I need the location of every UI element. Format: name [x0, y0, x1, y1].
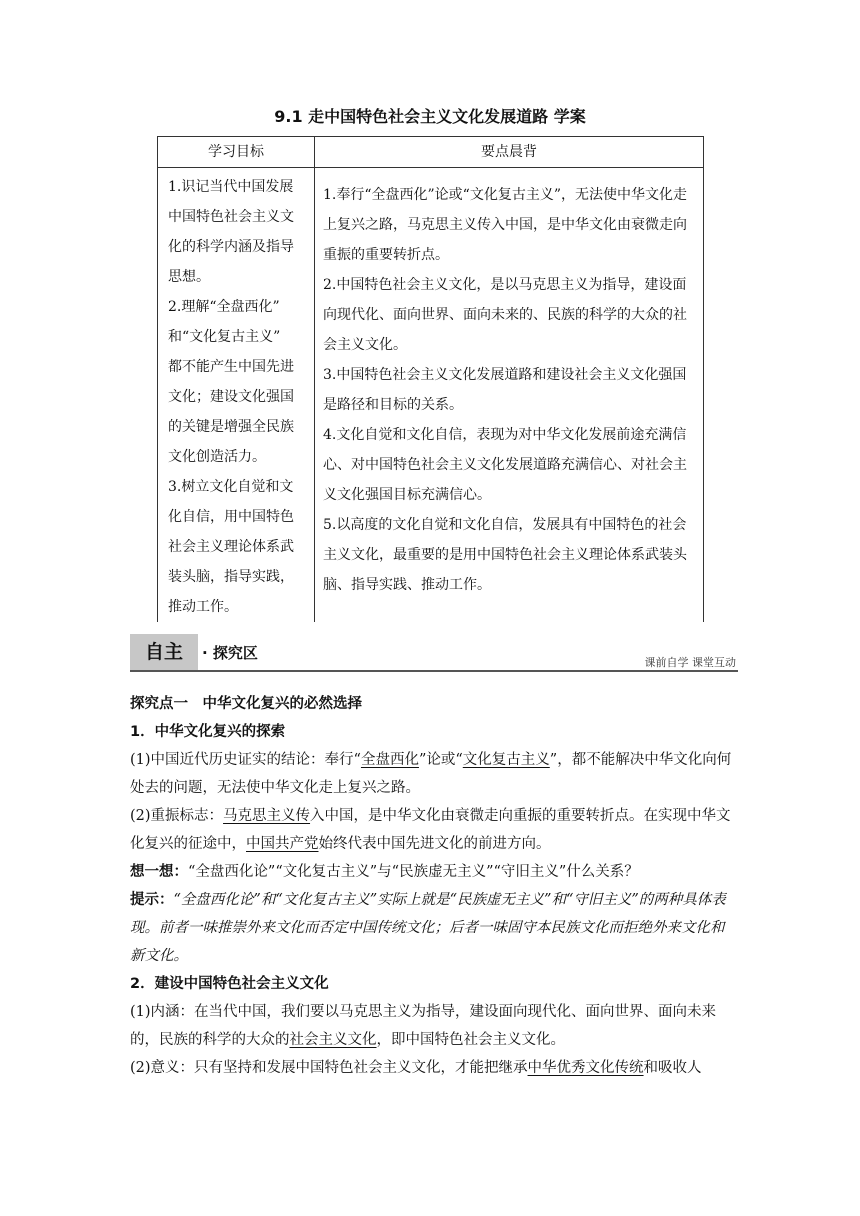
paragraph-2: (2)重振标志：马克思主义传入中国，是中华文化由衰微走向重振的重要转折点。在实现中华文化复兴的征途中，中国共产党始终代表中国先进文化的前进方向。: [130, 808, 731, 852]
underlined-term: 中国共产党: [246, 836, 319, 852]
paragraph-1: (1)中国近代历史证实的结论：奉行“全盘西化”论或“文化复古主义”，都不能解决中华文化向何处去的问题，无法使中华文化走上复兴之路。: [130, 752, 732, 796]
think-label: 想一想：: [130, 864, 188, 880]
banner-divider: [130, 670, 738, 672]
key-point: 4.文化自觉和文化自信，表现为对中华文化发展前途充满信心、对中国特色社会主义文化发展道路充满信心、对社会主义文化强国目标充满信心。: [323, 427, 687, 503]
banner-tagline: 课前自学 课堂互动: [644, 656, 736, 669]
underlined-term: 中华优秀文化传统: [527, 1060, 644, 1076]
section-heading: 探究点一 中华文化复兴的必然选择: [130, 696, 362, 712]
goals-cell: [158, 168, 315, 623]
banner-box-label: 自主: [130, 634, 198, 670]
key-point: 1.奉行“全盘西化”论或“文化复古主义”，无法使中华文化走上复兴之路，马克思主义传入中国，是中华文化由衰微走向重振的重要转折点。: [323, 187, 687, 263]
underlined-term: 马克思主义传: [223, 808, 311, 824]
col-header-goals: 学习目标: [158, 137, 315, 168]
underlined-term: 全盘西化: [360, 752, 419, 768]
goals-text: 1.识记当代中国发展 中国特色社会主义文 化的科学内涵及指导 思想。 2.理解“全盘西化” 和“文化复古主义” 都不能产生中国先进 文化；建设文化强国 的关键是增强全民族 文化创造活力。 3.树立文化自觉和文 化自信，用中国特色 社会主义理论体系武 装头脑，指导实践， 推动工作。: [168, 179, 294, 615]
objectives-table: [157, 136, 704, 622]
page-title: 9.1 走中国特色社会主义文化发展道路 学案: [274, 107, 586, 126]
subheading-1: 1．中华文化复兴的探索: [130, 724, 286, 740]
hint-label: 提示：: [130, 892, 174, 908]
key-point: 2.中国特色社会主义文化，是以马克思主义为指导，建设面向现代化、面向世界、面向未来的、民族的科学的大众的社会主义文化。: [323, 277, 687, 353]
underlined-term: 文化复古主义: [462, 752, 550, 768]
banner-title: · 探究区: [202, 644, 258, 662]
paragraph-3: (1)内涵：在当代中国，我们要以马克思主义为指导，建设面向现代化、面向世界、面向未来的，民族的科学的大众的社会主义文化，即中国特色社会主义文化。: [130, 1004, 717, 1048]
key-point: 3.中国特色社会主义文化发展道路和建设社会主义文化强国是路径和目标的关系。: [323, 367, 687, 413]
body-content: [130, 690, 738, 1082]
section-banner: [130, 634, 738, 672]
subheading-2: 2．建设中国特色社会主义文化: [130, 976, 329, 992]
underlined-term: 社会主义文化: [289, 1032, 377, 1048]
think-question: 想一想：“全盘西化论”“文化复古主义”与“民族虚无主义”“守旧主义”什么关系？: [130, 864, 639, 880]
key-points-cell: [315, 168, 704, 623]
key-point: 5.以高度的文化自觉和文化自信，发展具有中国特色的社会主义文化，最重要的是用中国特色社会主义理论体系武装头脑、指导实践、推动工作。: [323, 517, 687, 593]
paragraph-4: (2)意义：只有坚持和发展中国特色社会主义文化，才能把继承中华优秀文化传统和吸收人: [130, 1060, 702, 1076]
hint-answer: 提示：“全盘西化论”和“文化复古主义”实际上就是“民族虚无主义”和“守旧主义”的两种具体表现。前者一味推崇外来文化而否定中国传统文化；后者一味固守本民族文化而拒绝外来文化和新文化。: [130, 892, 726, 964]
col-header-key-points: 要点晨背: [315, 137, 704, 168]
